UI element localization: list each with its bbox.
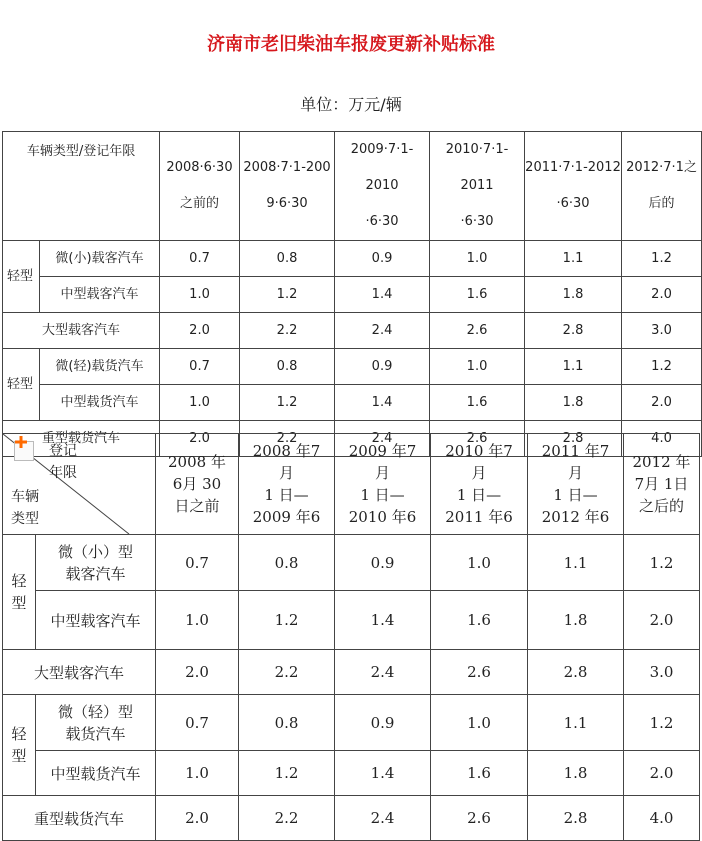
value-cell: 1.8 (528, 751, 624, 796)
vehicle-type: 重型载货汽车 (3, 796, 156, 841)
table1-header-1: 2008·7·1-200 9·6·30 (240, 132, 335, 241)
vehicle-type: 大型载客汽车 (3, 650, 156, 695)
value-cell: 1.1 (525, 241, 622, 277)
table-row (3, 751, 700, 796)
group-label: 轻 型 (3, 695, 36, 796)
value-cell: 0.7 (156, 695, 239, 751)
value-cell: 0.9 (335, 535, 431, 591)
group-label: 轻型 (3, 349, 40, 421)
table1-header-4: 2011·7·1-2012 ·6·30 (525, 132, 622, 241)
value-cell: 0.9 (335, 241, 430, 277)
value-cell: 1.4 (335, 751, 431, 796)
value-cell: 2.6 (431, 796, 528, 841)
value-cell: 2.0 (156, 796, 239, 841)
value-cell: 2.0 (622, 385, 702, 421)
value-cell: 2.0 (624, 591, 700, 650)
value-cell: 0.9 (335, 349, 430, 385)
value-cell: 2.4 (335, 650, 431, 695)
table2-header-4: 2011 年7 月 1 日— 2012 年6 (528, 434, 624, 535)
vehicle-type: 微(小)载客汽车 (40, 241, 160, 277)
value-cell: 2.4 (335, 421, 430, 457)
vehicle-type: 中型载货汽车 (36, 751, 156, 796)
value-cell: 2.0 (156, 650, 239, 695)
value-cell: 2.0 (624, 751, 700, 796)
value-cell: 2.4 (335, 313, 430, 349)
add-box-icon[interactable] (14, 441, 34, 461)
vehicle-type: 中型载客汽车 (40, 277, 160, 313)
value-cell: 1.0 (156, 751, 239, 796)
table-row (3, 349, 702, 385)
table1-corner: 车辆类型/登记年限 (3, 132, 160, 241)
value-cell: 1.2 (622, 349, 702, 385)
value-cell: 1.4 (335, 277, 430, 313)
value-cell: 2.8 (528, 650, 624, 695)
table1-header-0: 2008·6·30 之前的 (160, 132, 240, 241)
value-cell: 2.6 (430, 313, 525, 349)
value-cell: 1.0 (431, 695, 528, 751)
value-cell: 1.2 (239, 591, 335, 650)
table-row (3, 313, 702, 349)
value-cell: 1.4 (335, 385, 430, 421)
table-row (3, 796, 700, 841)
value-cell: 4.0 (622, 421, 702, 457)
value-cell: 2.2 (239, 796, 335, 841)
table1-header-row (3, 132, 702, 241)
value-cell: 0.7 (160, 349, 240, 385)
table-row (3, 591, 700, 650)
unit-label: 单位：万元/辆 (300, 95, 402, 114)
value-cell: 4.0 (624, 796, 700, 841)
value-cell: 0.9 (335, 695, 431, 751)
table-row (3, 535, 700, 591)
table2-header-5: 2012 年 7月 1日 之后的 (624, 434, 700, 535)
table-row (3, 385, 702, 421)
value-cell: 2.0 (622, 277, 702, 313)
value-cell: 2.0 (160, 421, 240, 457)
value-cell: 2.2 (240, 421, 335, 457)
value-cell: 1.4 (335, 591, 431, 650)
table-row (3, 695, 700, 751)
table1-header-2: 2009·7·1-2010 ·6·30 (335, 132, 430, 241)
vehicle-type: 中型载货汽车 (40, 385, 160, 421)
table-row (3, 650, 700, 695)
value-cell: 1.0 (431, 535, 528, 591)
value-cell: 1.2 (239, 751, 335, 796)
value-cell: 1.8 (525, 277, 622, 313)
value-cell: 0.7 (156, 535, 239, 591)
value-cell: 1.1 (528, 535, 624, 591)
value-cell: 0.8 (240, 241, 335, 277)
value-cell: 2.4 (335, 796, 431, 841)
vehicle-type: 微（轻）型 载货汽车 (36, 695, 156, 751)
value-cell: 1.0 (160, 385, 240, 421)
value-cell: 1.0 (156, 591, 239, 650)
value-cell: 1.1 (528, 695, 624, 751)
value-cell: 1.6 (430, 277, 525, 313)
table2-header-0: 2008 年 6月 30 日之前 (156, 434, 239, 535)
page-title: 济南市老旧柴油车报废更新补贴标准 (207, 34, 495, 55)
value-cell: 2.2 (239, 650, 335, 695)
table2-header-row (3, 434, 700, 535)
value-cell: 3.0 (624, 650, 700, 695)
corner-bottom-label: 车辆 类型 (11, 489, 39, 527)
value-cell: 3.0 (622, 313, 702, 349)
value-cell: 2.2 (240, 313, 335, 349)
value-cell: 1.2 (240, 277, 335, 313)
group-label: 轻 型 (3, 535, 36, 650)
value-cell: 1.2 (622, 241, 702, 277)
corner-top-label: 登记 年限 (49, 443, 77, 481)
vehicle-type: 中型载客汽车 (36, 591, 156, 650)
table1-header-3: 2010·7·1-2011 ·6·30 (430, 132, 525, 241)
table-row (3, 277, 702, 313)
value-cell: 0.8 (239, 695, 335, 751)
value-cell: 2.8 (525, 313, 622, 349)
group-label: 轻型 (3, 241, 40, 313)
value-cell: 0.7 (160, 241, 240, 277)
value-cell: 0.8 (239, 535, 335, 591)
value-cell: 1.2 (624, 695, 700, 751)
value-cell: 1.0 (430, 349, 525, 385)
value-cell: 1.2 (624, 535, 700, 591)
value-cell: 1.8 (525, 385, 622, 421)
vehicle-type: 微(轻)载货汽车 (40, 349, 160, 385)
value-cell: 1.6 (430, 385, 525, 421)
value-cell: 2.8 (525, 421, 622, 457)
value-cell: 1.1 (525, 349, 622, 385)
table-row (3, 241, 702, 277)
vehicle-type: 微（小）型 载客汽车 (36, 535, 156, 591)
value-cell: 1.2 (240, 385, 335, 421)
table2-header-3: 2010 年7 月 1 日— 2011 年6 (431, 434, 528, 535)
value-cell: 1.0 (430, 241, 525, 277)
value-cell: 2.6 (431, 650, 528, 695)
table2-corner (3, 434, 156, 535)
value-cell: 0.8 (240, 349, 335, 385)
value-cell: 1.8 (528, 591, 624, 650)
value-cell: 1.6 (431, 751, 528, 796)
value-cell: 1.0 (160, 277, 240, 313)
value-cell: 2.8 (528, 796, 624, 841)
subsidy-table-1 (2, 131, 702, 457)
vehicle-type: 重型载货汽车 (3, 421, 160, 457)
value-cell: 1.6 (431, 591, 528, 650)
table1-header-5: 2012·7·1之 后的 (622, 132, 702, 241)
value-cell: 2.6 (430, 421, 525, 457)
vehicle-type: 大型载客汽车 (3, 313, 160, 349)
table2-header-1: 2008 年7 月 1 日— 2009 年6 (239, 434, 335, 535)
table2-header-2: 2009 年7 月 1 日— 2010 年6 (335, 434, 431, 535)
value-cell: 2.0 (160, 313, 240, 349)
subsidy-table-2 (2, 433, 700, 841)
